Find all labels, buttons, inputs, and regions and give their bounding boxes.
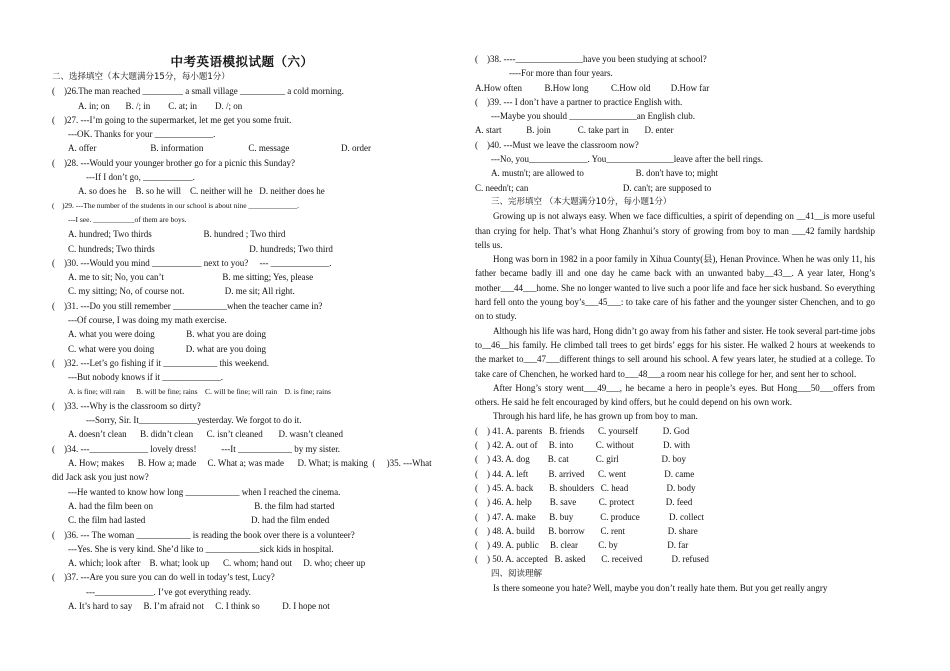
question-line: A. is fine; will rain B. will be fine; rains C. will be fine; will rain D. is fine; rains [68, 386, 331, 396]
cloze-option-line: ( ) 43. A. dog B. cat C. girl D. boy [475, 454, 686, 465]
cloze-option-line: ( ) 49. A. public B. clear C. by D. far [475, 540, 689, 551]
question-line: ---Maybe you should _______________an English club. [491, 111, 695, 122]
question-line: ( )31. ---Do you still remember ____________when the teacher came in? [52, 300, 323, 311]
question-line: A. How; makes B. How a; made C. What a; was made D. What; is making ( )35. ---What [68, 458, 432, 469]
question-list-left [52, 84, 472, 613]
cloze-option-line: ( ) 44. A. left B. arrived C. went D. came [475, 468, 695, 479]
question-line: ---Yes. She is very kind. She’d like to ____________sick kids in hospital. [68, 543, 334, 554]
passage-paragraph: Hong was born in 1982 in a poor family in Xihua County(县), Henan Province. When he was only 11, his father became badly ill and one day he came back with an unwanted baby__43__. A year later, Hong’s mother___44___home. She no longer wanted to live such a poor life and face her sick husband. So everything hard fell onto the young boy’s___45___: to take care of his father and the younger sister Chenchen, and to go on to study. [475, 254, 875, 322]
question-line: A. had the film been on B. the film had started [68, 500, 335, 511]
question-line: ---If I don’t go, ___________. [86, 172, 195, 183]
passage-paragraph: Through his hard life, he has grown up from boy to man. [493, 411, 698, 422]
question-line: ----For more than four years. [509, 68, 613, 79]
question-line: A. hundred; Two thirds B. hundred ; Two third [68, 229, 286, 240]
cloze-options [475, 424, 875, 567]
cloze-option-line: ( ) 45. A. back B. shoulders C. head D. body [475, 482, 696, 493]
question-line: ( )37. ---Are you sure you can do well in today’s test, Lucy? [52, 572, 275, 583]
question-line: A. what you were doing B. what you are doing [68, 329, 266, 340]
question-line: ---But nobody knows if it _____________. [68, 372, 223, 383]
passage-paragraph: After Hong’s story went___49___, he became a hero in people’s eyes. But Hong___50___offers from others. He said he felt encouraged by kind offers, but he could depend on his own work. [475, 382, 875, 408]
question-line: ( )26.The man reached _________ a small village __________ a cold morning. [52, 86, 344, 97]
question-line: A. It’s hard to say B. I’m afraid not C. I think so D. I hope not [68, 600, 330, 611]
question-line: ---_____________. I’ve got everything ready. [86, 586, 251, 597]
cloze-option-line: ( ) 50. A. accepted B. asked C. received D. refused [475, 554, 709, 565]
question-line: ---He wanted to know how long ____________ when I reached the cinema. [68, 486, 341, 497]
cloze-option-line: ( ) 41. A. parents B. friends C. yourself D. God [475, 425, 690, 436]
question-line: ( )36. --- The woman ____________ is reading the book over there is a volunteer? [52, 529, 355, 540]
question-line: ---OK. Thanks for your _____________. [68, 129, 216, 140]
question-line: ( )27. ---I’m going to the supermarket, let me get you some fruit. [52, 114, 292, 125]
question-line: C. the film had lasted D. had the film ended [68, 515, 330, 526]
question-line: A. so does he B. so he will C. neither will he D. neither does he [78, 186, 325, 197]
cloze-passage [475, 209, 875, 423]
question-line: A. in; on B. /; in C. at; in D. /; on [78, 100, 243, 111]
question-line: ---Sorry, Sir. It_____________yesterday. We forgot to do it. [86, 415, 302, 426]
question-line: ( )40. ---Must we leave the classroom now? [475, 139, 639, 150]
question-line: ---No, you_____________. You_______________leave after the bell rings. [491, 154, 763, 165]
reading-passage-start: Is there someone you hate? Well, maybe you don’t really hate them. But you get really angry [493, 582, 828, 593]
section-heading-choice: 二、选择填空（本大题满分15分，每小题1分） [52, 72, 230, 82]
question-line: ---Of course, I was doing my math exercise. [68, 315, 227, 326]
question-line: C. what were you doing D. what are you doing [68, 343, 266, 354]
question-line: C. my sitting; No, of course not. D. me sit; All right. [68, 286, 295, 297]
cloze-option-line: ( ) 48. A. build B. borrow C. rent D. share [475, 525, 698, 536]
cloze-option-line: ( ) 47. A. make B. buy C. produce D. collect [475, 511, 704, 522]
page-title: 中考英语模拟试题（六） [170, 54, 314, 69]
question-line: ---I see. ___________of them are boys. [68, 214, 187, 224]
question-line: A. offer B. information C. message D. order [68, 143, 372, 154]
question-line: ( )32. ---Let’s go fishing if it ____________ this weekend. [52, 357, 269, 368]
question-line: C. needn't; can D. can't; are supposed to [475, 182, 712, 193]
left-column [52, 70, 472, 613]
question-line: did Jack ask you just now? [52, 472, 149, 483]
question-line: ( )30. ---Would you mind ___________ next to you? --- _____________. [52, 257, 332, 268]
passage-paragraph: Although his life was hard, Hong didn’t go away from his father and sister. He took several part-time jobs to__46__his family. He climbed tall trees to get birds’ eggs for his sister. He walked 2 hours at weekends to the market to___47___different things to sell around his school. A few years later, he studied at a college. To take care of Chenchen, he worked hard to___48___a room near his college for her, and sent her to school. [475, 325, 875, 379]
passage-paragraph: Growing up is not always easy. When we face difficulties, a spirit of depending on __41__is more useful than crying for help. That’s what Hong Zhanhui’s story of growing from boy to man ___42 family hardship tells us. [475, 211, 875, 250]
section-heading-cloze: 三、完形填空 （本大题满分10分，每小题1分） [491, 196, 672, 207]
question-line: ( )34. ---_____________ lovely dress! ---It ____________ by my sister. [52, 443, 340, 454]
question-line: A. me to sit; No, you can’t B. me sitting; Yes, please [68, 272, 314, 283]
question-line: ( )38. ----_______________have you been studying at school? [475, 54, 707, 64]
question-line: ( )39. --- I don’t have a partner to practice English with. [475, 96, 683, 107]
cloze-option-line: ( ) 46. A. help B. save C. protect D. feed [475, 497, 693, 508]
right-column [475, 52, 875, 595]
question-line: ( )29. ---The number of the students in our school is about nine _____________. [52, 200, 300, 210]
question-line: A. start B. join C. take part in D. enter [475, 125, 674, 136]
question-line: ( )28. ---Would your younger brother go for a picnic this Sunday? [52, 157, 295, 168]
question-line: A.How often B.How long C.How old D.How far [475, 82, 710, 93]
question-line: ( )33. ---Why is the classroom so dirty? [52, 400, 201, 411]
question-line: C. hundreds; Two thirds D. hundreds; Two third [68, 243, 333, 254]
question-line: A. which; look after B. what; look up C. whom; hand out D. who; cheer up [68, 558, 366, 569]
question-line: A. doesn’t clean B. didn’t clean C. isn’t cleaned D. wasn’t cleaned [68, 429, 344, 440]
cloze-option-line: ( ) 42. A. out of B. into C. without D. with [475, 440, 691, 451]
question-line: A. mustn't; are allowed to B. don't have to; might [491, 168, 718, 179]
section-heading-reading: 四、阅读理解 [491, 568, 543, 579]
question-list-right [475, 52, 875, 195]
